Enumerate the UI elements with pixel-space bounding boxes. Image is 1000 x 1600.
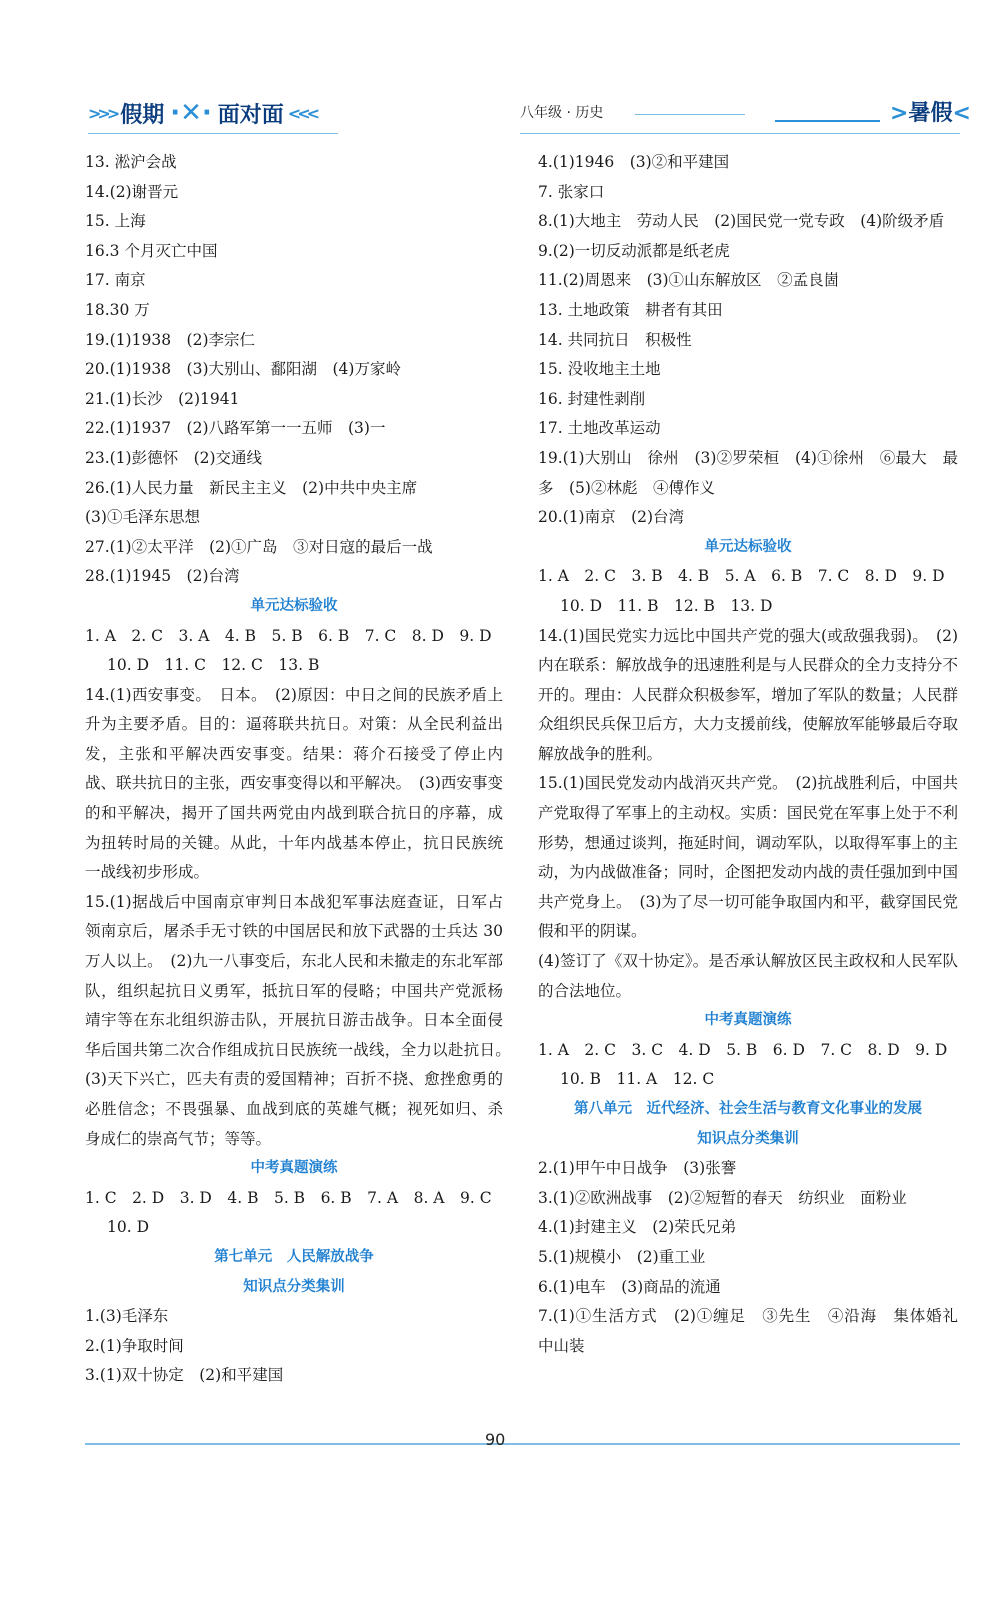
answer-item: 14.(1)西安事变。 日本。 (2)原因：中日之间的民族矛盾上升为主要矛盾。目的：逼蒋联共抗日。对策：从全民利益出发，主张和平解决西安事变。结果：蒋介石接受了停止内战、联共抗日的主张，西安事变得以和平解决。 (3)西安事变的和平解决，揭开了国共两党由内战到联合抗日的序幕，成为扭转时局的关键。从此，十年内战基本停止，抗日民族统一战线初步形成。 <box>85 685 503 882</box>
section-heading: 第八单元 近代经济、社会生活与教育文化事业的发展 <box>574 1101 922 1117</box>
answer-item: 15.(1)国民党发动内战消灭共产党。 (2)抗战胜利后，中国共产党取得了军事上的主动权。实质：国民党在军事上处于不利形势，想通过谈判，拖延时间，调动军队，以取得军事上的主动，为内战做准备；同时，企图把发动内战的责任强加到中国共产党身上。 (3)为了尽一切可能争取国内和平，截穿国民党假和平的阴谋。 <box>538 774 958 941</box>
answer-item: 2.(1)争取时间 <box>85 1336 184 1355</box>
season-label <box>890 96 971 127</box>
answer-item: 13. 土地政策 耕者有其田 <box>538 300 723 319</box>
page-header <box>0 0 1000 140</box>
answer-item: 21.(1)长沙 (2)1941 <box>85 389 240 408</box>
answer-item: 1. A 2. C 3. A 4. B 5. B 6. B 7. C 8. D 9. D <box>85 626 492 645</box>
answer-item: 18.30 万 <box>85 300 150 319</box>
section-heading: 第七单元 人民解放战争 <box>214 1248 374 1265</box>
section-heading: 中考真题演练 <box>704 1012 792 1029</box>
answer-item: (3)①毛泽东思想 <box>85 508 200 527</box>
answer-item: 27.(1)②太平洋 (2)①广岛 ③对日寇的最后一战 <box>85 537 433 556</box>
answer-item: 16.3 个月灭亡中国 <box>85 241 218 260</box>
answer-item: 10. B 11. A 12. C <box>560 1070 715 1089</box>
answer-item: 15. 没收地主土地 <box>538 360 661 379</box>
answer-item: 5.(1)规模小 (2)重工业 <box>538 1247 706 1266</box>
answer-item: 15.(1)据战后中国南京审判日本战犯军事法庭查证，日军占领南京后，屠杀手无寸铁的中国居民和放下武器的士兵达 30 万人以上。 (2)九一八事变后，东北人民和未撤走的东北军部队，组织起抗日义勇军，抵抗日军的侵略；中国共产党派杨靖宇等在东北组织游击队，开展抗日游击战争。日本全面侵华后国共第二次合作组成抗日民族统一战线，全力以赴抗日。 (3)天下兴亡，匹夫有责的爱国精神；百折不挠、愈挫愈勇的必胜信念；不畏强暴、血战到底的英雄气概；视死如归、杀身成仁的崇高气节；等等。 <box>85 892 519 1148</box>
section-heading: 知识点分类集训 <box>243 1278 345 1295</box>
answer-item: 2.(1)甲午中日战争 (3)张謇 <box>538 1159 737 1178</box>
section-heading: 单元达标验收 <box>250 597 338 614</box>
answer-item: 3.(1)②欧洲战事 (2)②短暂的春天 纺织业 面粉业 <box>538 1188 907 1207</box>
answer-item: 4.(1)1946 (3)②和平建国 <box>538 153 730 171</box>
section-heading: 单元达标验收 <box>704 538 792 555</box>
header-rule-left <box>88 133 338 134</box>
answer-item: 10. D 11. B 12. B 13. D <box>560 596 773 615</box>
chevron-right-icon: >>> <box>88 103 117 123</box>
grade-subject: 八年级 · 历史 <box>520 105 604 121</box>
chevron-right-icon: > <box>890 101 909 126</box>
header-rule-bottom <box>520 133 960 134</box>
right-answer-column <box>538 148 974 1361</box>
answer-item: 16. 封建性剥削 <box>538 389 646 408</box>
section-heading: 中考真题演练 <box>250 1160 338 1177</box>
answer-item: 7.(1)①生活方式 (2)①缠足 ③先生 ④沿海 集体婚礼 中山装 <box>538 1307 974 1355</box>
answer-item: 15. 上海 <box>85 212 146 231</box>
series-name-a: 假期 <box>120 102 165 128</box>
answer-item: 1. A 2. C 3. B 4. B 5. A 6. B 7. C 8. D 9. D <box>538 567 945 586</box>
answer-item: 10. D 11. C 12. C 13. B <box>107 656 320 675</box>
series-name-b: 面对面 <box>217 102 284 128</box>
answer-item: 13. 淞沪会战 <box>85 153 177 171</box>
header-rule-right <box>775 120 880 122</box>
answer-item: 7. 张家口 <box>538 182 605 201</box>
section-heading: 知识点分类集训 <box>697 1130 799 1147</box>
answer-item: 1. C 2. D 3. D 4. B 5. B 6. B 7. A 8. A 9. C <box>85 1188 492 1207</box>
answer-item: 3.(1)双十协定 (2)和平建国 <box>85 1366 284 1385</box>
answer-item: 14.(1)国民党实力远比中国共产党的强大(或敌强我弱)。 (2)内在联系：解放战争的迅速胜利是与人民群众的全力支持分不开的。理由：人民群众积极参军，增加了军队的数量；人民群众组织民兵保卫后方，大力支援前线，使解放军能够最后夺取解放战争的胜利。 <box>538 626 958 763</box>
cross-swoosh-icon: ·✕· <box>170 98 212 128</box>
answer-item: 28.(1)1945 (2)台湾 <box>85 567 240 586</box>
answer-item: 8.(1)大地主 劳动人民 (2)国民党一党专政 (4)阶级矛盾 <box>538 212 945 231</box>
answer-item: 14. 共同抗日 积极性 <box>538 330 692 349</box>
answer-item: 10. D <box>107 1218 150 1237</box>
answer-item: 17. 土地改革运动 <box>538 419 661 438</box>
answer-item: 23.(1)彭德怀 (2)交通线 <box>85 448 263 467</box>
answer-item: 19.(1)1938 (2)李宗仁 <box>85 330 256 349</box>
page-number: 90 <box>485 1430 506 1449</box>
series-logo <box>88 96 316 130</box>
footer-rule <box>85 1443 960 1445</box>
answer-item: (4)签订了《双十协定》。是否承认解放区民主政权和人民军队的合法地位。 <box>538 952 958 1000</box>
chevron-left-icon: <<< <box>287 103 317 123</box>
answer-item: 26.(1)人民力量 新民主主义 (2)中共中央主席 <box>85 478 418 497</box>
season-text: 暑假 <box>908 101 953 126</box>
answer-item: 11.(2)周恩来 (3)①山东解放区 ②孟良崮 <box>538 271 840 290</box>
header-rule-mid <box>635 114 745 115</box>
answer-item: 4.(1)封建主义 (2)荣氏兄弟 <box>538 1218 737 1237</box>
answer-item: 14.(2)谢晋元 <box>85 182 179 201</box>
answer-item: 1. A 2. C 3. C 4. D 5. B 6. D 7. C 8. D 9. D <box>538 1040 948 1059</box>
answer-item: 6.(1)电车 (3)商品的流通 <box>538 1277 721 1296</box>
answer-item: 22.(1)1937 (2)八路军第一一五师 (3)一 <box>85 419 386 438</box>
answer-item: 17. 南京 <box>85 271 146 290</box>
chevron-left-icon: < <box>952 101 971 126</box>
answer-item: 20.(1)1938 (3)大别山、鄱阳湖 (4)万家岭 <box>85 360 401 379</box>
left-answer-column <box>85 148 519 1391</box>
answer-item: 19.(1)大别山 徐州 (3)②罗荣桓 (4)①徐州 ⑥最大 最多 (5)②林彪 ④傅作义 <box>538 448 958 497</box>
answer-item: 1.(3)毛泽东 <box>85 1307 169 1326</box>
answer-item: 9.(2)一切反动派都是纸老虎 <box>538 241 730 260</box>
answer-item: 20.(1)南京 (2)台湾 <box>538 508 685 527</box>
